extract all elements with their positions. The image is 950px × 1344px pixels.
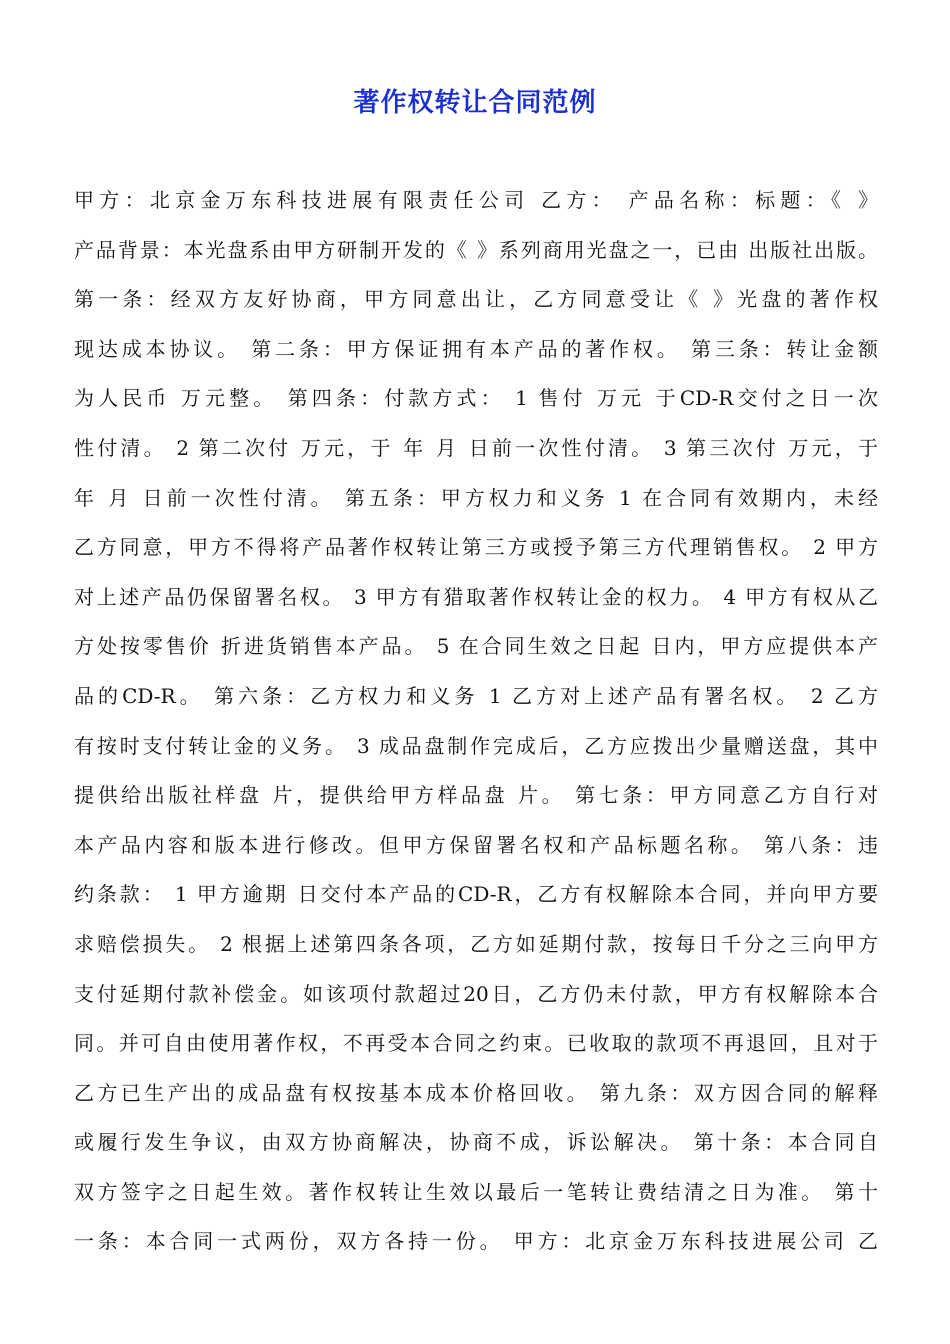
contract-body bbox=[74, 180, 878, 1271]
body-line: 甲方：北京金万东科技进展有限责任公司 乙方： 产品名称：标题：《 》 bbox=[74, 188, 878, 212]
body-line: 第一条：经双方友好协商，甲方同意出让，乙方同意受让《 》光盘的著作权 bbox=[74, 287, 878, 312]
body-line: 求赔偿损失。 2 根据上述第四条各项，乙方如延期付款，按每日千分之三向甲方 bbox=[74, 931, 878, 956]
body-line: 现达成本协议。 第二条：甲方保证拥有本产品的著作权。 第三条：转让金额 bbox=[74, 336, 878, 361]
body-line: 年 月 日前一次性付清。 第五条：甲方权力和义务 1 在合同有效期内，未经 bbox=[74, 485, 878, 510]
body-line: 有按时支付转让金的义务。 3 成品盘制作完成后，乙方应拨出少量赠送盘，其中 bbox=[74, 733, 878, 758]
body-line: 方处按零售价 折进货销售本产品。 5 在合同生效之日起 日内，甲方应提供本产 bbox=[74, 634, 878, 659]
body-line: 本产品内容和版本进行修改。但甲方保留署名权和产品标题名称。 第八条：违 bbox=[74, 832, 878, 857]
body-line: 支付延期付款补偿金。如该项付款超过20日，乙方仍未付款，甲方有权解除本合 bbox=[74, 981, 878, 1006]
body-line: 乙方已生产出的成品盘有权按基本成本价格回收。 第九条：双方因合同的解释 bbox=[74, 1080, 878, 1105]
body-line: 或履行发生争议，由双方协商解决，协商不成，诉讼解决。 第十条：本合同自 bbox=[74, 1130, 878, 1155]
body-line: 同。并可自由使用著作权，不再受本合同之约束。已收取的款项不再退回，且对于 bbox=[74, 1031, 878, 1056]
body-line: 一条：本合同一式两份，双方各持一份。 甲方：北京金万东科技进展公司 乙 bbox=[74, 1229, 878, 1254]
body-line: 性付清。 2 第二次付 万元，于 年 月 日前一次性付清。 3 第三次付 万元，于 bbox=[74, 435, 878, 460]
body-line: 对上述产品仍保留署名权。 3 甲方有猎取著作权转让金的权力。 4 甲方有权从乙 bbox=[74, 584, 878, 609]
body-line: 为人民币 万元整。 第四条：付款方式： 1 售付 万元 于CD-R交付之日一次 bbox=[74, 386, 878, 411]
body-line: 乙方同意，甲方不得将产品著作权转让第三方或授予第三方代理销售权。 2 甲方 bbox=[74, 535, 878, 560]
body-line: 双方签字之日起生效。著作权转让生效以最后一笔转让费结清之日为准。 第十 bbox=[74, 1179, 878, 1204]
body-line: 品的CD-R。 第六条：乙方权力和义务 1 乙方对上述产品有署名权。 2 乙方 bbox=[74, 683, 878, 708]
body-line: 产品背景：本光盘系由甲方研制开发的《 》系列商用光盘之一，已由 出版社出版。 bbox=[74, 237, 878, 262]
body-line: 约条款： 1 甲方逾期 日交付本产品的CD-R，乙方有权解除本合同，并向甲方要 bbox=[74, 882, 878, 907]
body-line: 提供给出版社样盘 片，提供给甲方样品盘 片。 第七条：甲方同意乙方自行对 bbox=[74, 783, 878, 808]
document-title: 著作权转让合同范例 bbox=[353, 88, 597, 118]
